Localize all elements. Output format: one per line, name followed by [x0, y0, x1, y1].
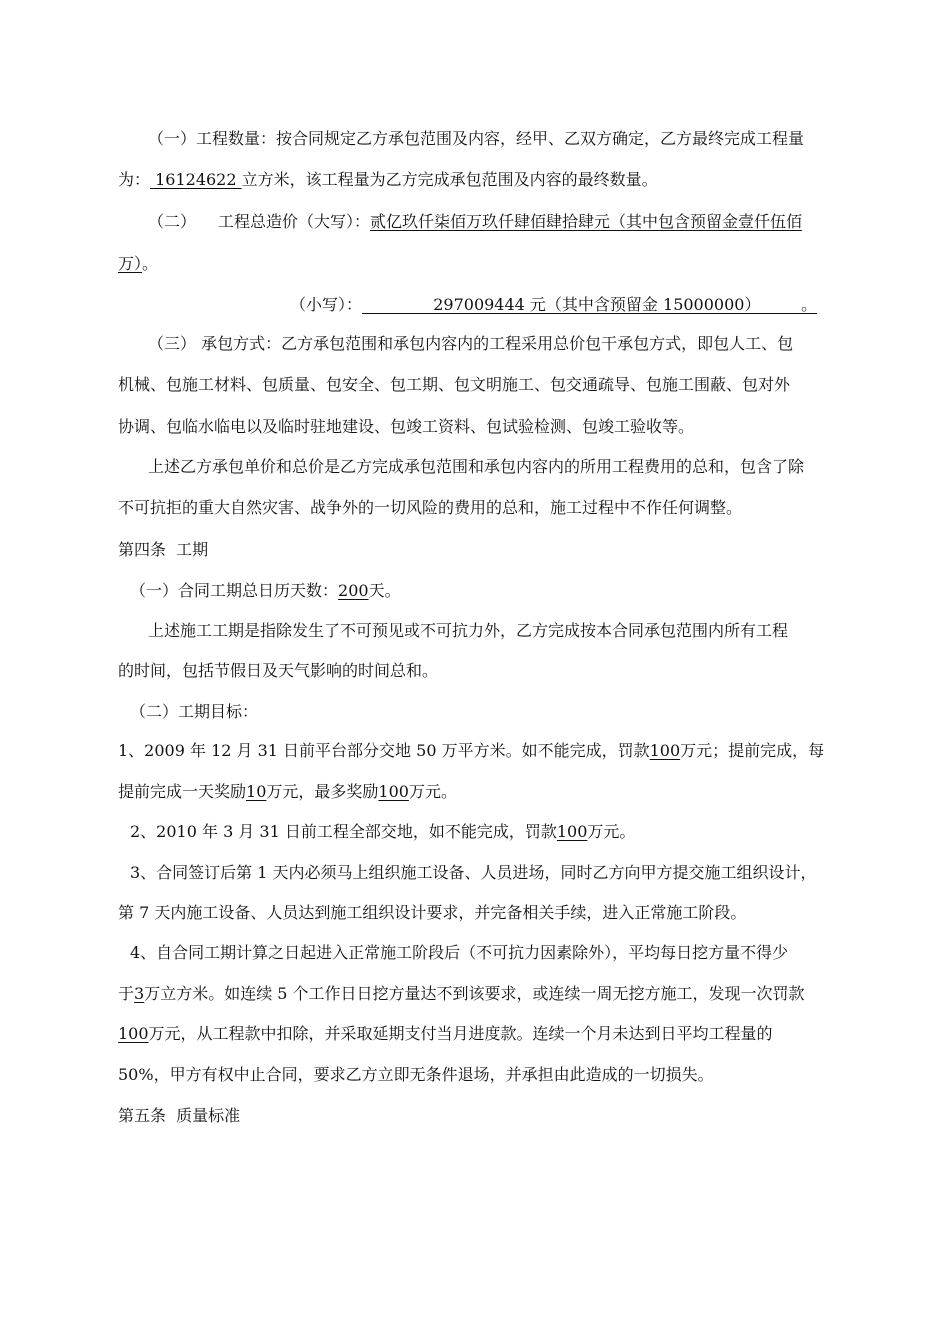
- goal4-penalty: 100: [118, 1024, 149, 1043]
- goal1-reward: 10: [246, 782, 267, 801]
- period-para-line2: 的时间，包括节假日及天气影响的时间总和。: [118, 661, 439, 680]
- calendar-days: 200: [338, 581, 369, 600]
- goal4-line2: [118, 983, 805, 1005]
- item3-line2: 机械、包施工材料、包质量、包安全、包工期、包文明施工、包交通疏导、包施工围蔽、包对外: [118, 375, 791, 394]
- item2-line1: [148, 211, 802, 233]
- goal4-text-c: 万元，从工程款中扣除，并采取延期支付当月进度款。连续一个月未达到日平均工程量的: [148, 1024, 773, 1043]
- goal2-line: [130, 821, 635, 843]
- goal1-max-reward: 100: [378, 782, 409, 801]
- item1-suffix: 立方米，该工程量为乙方完成承包范围及内容的最终数量。: [241, 170, 658, 189]
- item2-line2-suffix: 。: [142, 254, 159, 273]
- goal4-line1: 4、自合同工期计算之日起进入正常施工阶段后（不可抗力因素除外），平均每日挖方量不得少: [130, 943, 789, 962]
- clause5-heading: 第五条 质量标准: [118, 1106, 241, 1125]
- goal2-text-a: 2、2010 年 3 月 31 日前工程全部交地，如不能完成，罚款: [130, 822, 557, 841]
- goal1-text-a: 1、2009 年 12 月 31 日前平台部分交地 50 万平方米。如不能完成，罚款: [118, 741, 650, 760]
- clause4-heading: 第四条 工期: [118, 540, 209, 559]
- goal4-daily-qty: 3: [134, 984, 145, 1003]
- small-amount-label: （小写）：: [290, 295, 363, 314]
- goal1-text-d: 万元，最多奖励: [266, 782, 379, 801]
- clause4-item1: [130, 580, 401, 602]
- clause4-item1-prefix: （一）合同工期总日历天数：: [130, 581, 339, 600]
- item3-line1: （三） 承包方式：乙方承包范围和承包内容内的工程采用总价包干承包方式，即包人工、包: [148, 334, 794, 353]
- goal4-line4: 50%，甲方有权中止合同，要求乙方立即无条件退场，并承担由此造成的一切损失。: [118, 1065, 714, 1084]
- total-price-words-cont: 万）: [118, 254, 143, 273]
- item2-label: （二）: [148, 212, 197, 231]
- goal1-line1: [118, 740, 824, 762]
- goal1-text-b: 万元；提前完成，每: [680, 741, 825, 760]
- goal2-penalty: 100: [556, 822, 588, 841]
- total-price-words: 贰亿玖仟柒佰万玖仟肆佰肆拾肆元（其中包含预留金壹仟伍佰: [370, 212, 803, 231]
- work-volume: 16124622: [150, 170, 242, 189]
- goal1-text-e: 万元。: [408, 782, 457, 801]
- price-para-line2: 不可抗拒的重大自然灾害、战争外的一切风险的费用的总和，施工过程中不作任何调整。: [118, 498, 743, 517]
- goal4-text-a: 于: [118, 984, 135, 1003]
- clause4-item2: （二）工期目标：: [130, 702, 259, 721]
- item1-prefix: 为：: [118, 170, 151, 189]
- total-price-figures: 297009444 元（其中含预留金 15000000） 。: [362, 295, 818, 314]
- item1-line2: [118, 169, 658, 191]
- goal2-text-b: 万元。: [587, 822, 636, 841]
- item2-title: 工程总造价（大写）：: [218, 212, 371, 231]
- period-para-line1: 上述施工工期是指除发生了不可预见或不可抗力外，乙方完成按本合同承包范围内所有工程: [148, 621, 789, 640]
- goal4-text-b: 万立方米。如连续 5 个工作日日挖方量达不到该要求，或连续一周无挖方施工，发现一次罚款: [144, 984, 805, 1003]
- goal4-line3: [118, 1023, 773, 1045]
- item2-line2: [118, 253, 158, 275]
- goal3-line2: 第 7 天内施工设备、人员达到施工组织设计要求，并完备相关手续，进入正常施工阶段。: [118, 903, 747, 922]
- price-para-line1: 上述乙方承包单价和总价是乙方完成承包范围和承包内容内的所用工程费用的总和，包含了除: [148, 457, 805, 476]
- clause4-item1-suffix: 天。: [368, 581, 401, 600]
- item1-line1: （一）工程数量：按合同规定乙方承包范围及内容，经甲、乙双方确定，乙方最终完成工程量: [148, 129, 805, 148]
- goal1-line2: [118, 781, 457, 803]
- goal1-text-c: 提前完成一天奖励: [118, 782, 247, 801]
- item2-line3: [290, 294, 817, 316]
- goal3-line1: 3、合同签订后第 1 天内必须马上组织施工设备、人员进场，同时乙方向甲方提交施工组织设计，: [130, 863, 817, 882]
- goal1-penalty: 100: [649, 741, 681, 760]
- item3-line3: 协调、包临水临电以及临时驻地建设、包竣工资料、包试验检测、包竣工验收等。: [118, 417, 695, 436]
